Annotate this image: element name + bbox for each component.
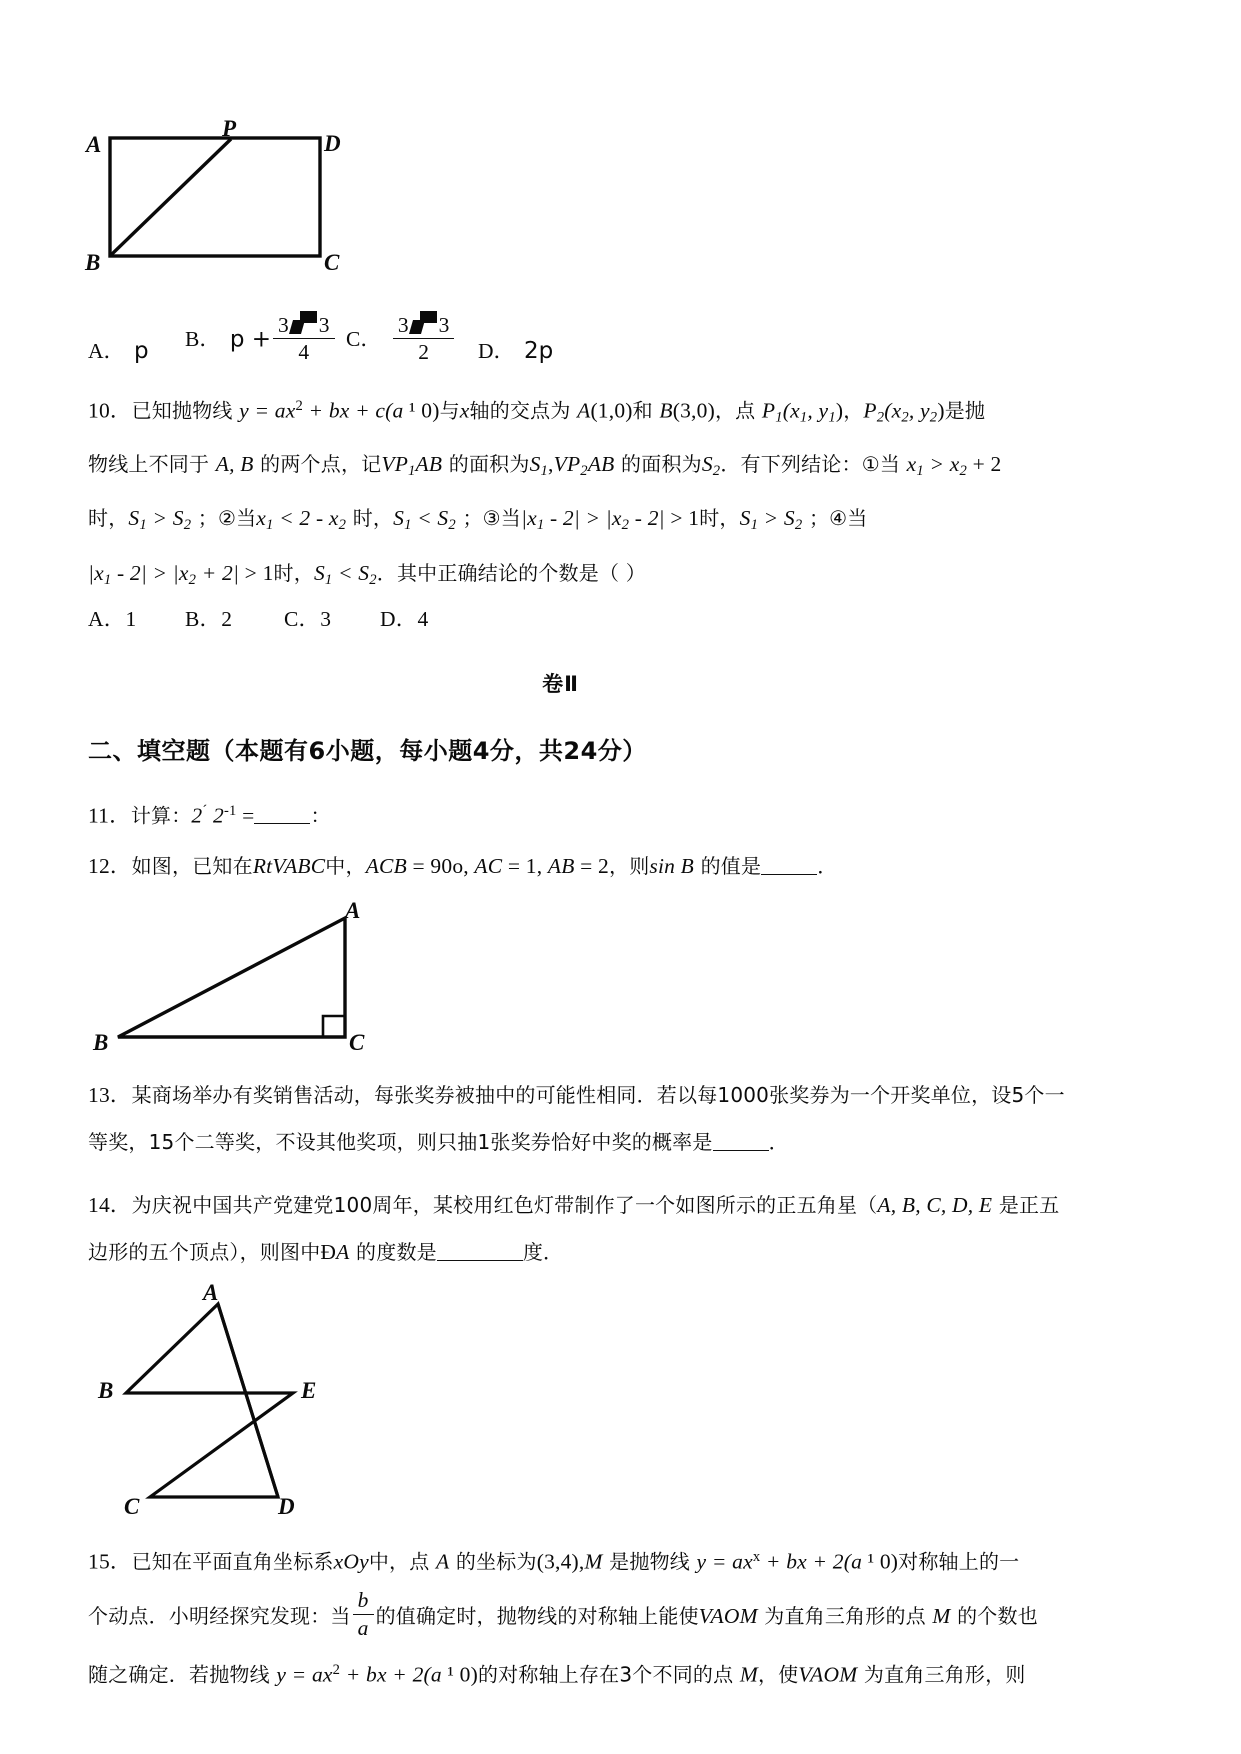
q15-l3-m5: M <box>739 1662 758 1687</box>
q14-l2-m2: A <box>336 1239 350 1264</box>
q10-l2-m9sub: 2 <box>959 463 967 480</box>
q9-b-rad: 3 <box>318 312 330 337</box>
rectangle-svg <box>88 126 388 276</box>
q15-l3-t2: 的对称轴上存在3个不同的点 <box>477 1662 740 1687</box>
q12-answer-blank[interactable] <box>761 852 817 875</box>
q10-l3-t1: 时， <box>88 506 129 531</box>
q10-l1-m7: (1,0) <box>590 398 633 423</box>
q10-l1-m16: , y <box>908 398 930 423</box>
star-label-A: A <box>203 1279 219 1305</box>
q12-m8: = 1 <box>502 853 537 878</box>
q9-option-c-label: C． <box>346 326 382 351</box>
q10-l3-m6sub: 2 <box>448 517 456 534</box>
q15-l3-m4: 0) <box>454 1662 478 1687</box>
q12-t4: , <box>536 853 548 878</box>
q10-l1-t2: 与 <box>439 398 460 423</box>
q15-l3-m6: VAOM <box>798 1662 858 1687</box>
q15-l2-t1: 个动点．小明经探究发现：当 <box>88 1604 351 1629</box>
star-label-E: E <box>301 1377 317 1403</box>
q15-l2-t4: 的个数也 <box>950 1604 1038 1629</box>
q10-option-a-value: 1 <box>125 606 137 631</box>
q12-m5: = 90 <box>406 853 453 878</box>
rect-label-P: P <box>222 116 237 141</box>
q10-l1-m3: ¹ <box>409 398 416 423</box>
radical-icon <box>289 311 319 336</box>
q15-l3-t4: 为直角三角形，则 <box>857 1662 1026 1687</box>
tri-label-C: C <box>349 1029 365 1055</box>
q15-l2-t3: 为直角三角形的点 <box>757 1604 933 1629</box>
q10-l3-m12sub: 1 <box>750 517 759 534</box>
q12-t3: , <box>463 853 475 878</box>
q10-option-d-label: D． <box>380 606 418 631</box>
radical-icon <box>409 311 439 336</box>
q9-b-num: 3 <box>278 312 289 337</box>
q10-l2-t5: 的面积为 <box>614 452 702 477</box>
q15-l1-t3: 的坐标为 <box>449 1549 537 1574</box>
star-label-B: B <box>98 1377 114 1403</box>
q10-l1-m5: x <box>459 398 470 423</box>
q10-l1-m13: ) <box>835 398 844 423</box>
q10-l1-m16sub: 2 <box>929 409 938 426</box>
q10-l2-m4sub: 1 <box>540 463 549 480</box>
q9-option-b-value: p + <box>229 325 272 352</box>
tri-label-A: A <box>345 897 361 923</box>
q15-l1-m3: (3,4) <box>536 1549 579 1574</box>
q10-line-4 <box>88 550 1153 604</box>
q15-l1-m6: + bx + 2(a <box>760 1549 868 1574</box>
q10-l1-m8: B <box>659 398 673 423</box>
juan-2-header: 卷Ⅱ <box>542 671 579 696</box>
q11-number: 11． <box>88 802 131 827</box>
q10-l3-m1sub: 1 <box>139 517 147 534</box>
q10-option-d-value: 4 <box>417 606 429 631</box>
q10-l3-m5: S <box>393 506 405 531</box>
q9-option-b-label: B． <box>185 326 221 351</box>
q9-option-a-label: A． <box>88 339 126 363</box>
q10-l3-m12: S <box>739 506 751 531</box>
q10-l3-m8: - 2| <box>544 506 580 531</box>
q15-l1-t5: 是抛物线 <box>602 1549 697 1574</box>
q9-option-a[interactable] <box>88 334 149 365</box>
q9-c-num: 3 <box>397 312 409 337</box>
q10-l3-t6: ；④当 <box>802 506 868 531</box>
q12-m11: sin B <box>649 853 695 878</box>
q15-fraction-b-over-a <box>353 1588 374 1640</box>
question-14 <box>88 1182 1153 1276</box>
q11-m2sup: -1 <box>223 802 237 819</box>
q10-l4-m7sub: 2 <box>369 571 377 588</box>
q12-t5: ，则 <box>609 853 650 878</box>
q12-m3: ABC <box>284 853 326 878</box>
q15-l2-t2: 的值确定时，抛物线的对称轴上能使 <box>375 1604 699 1629</box>
q10-l2-m2: VP <box>381 452 409 477</box>
q14-l2-a: 边形的五个顶点），则图中 <box>88 1239 321 1264</box>
q12-number: 12． <box>88 853 132 878</box>
q10-l3-m7sub: 1 <box>536 517 545 534</box>
q10-l1-t5: ，点 <box>714 398 762 423</box>
figure-rectangle-abcd <box>85 116 1153 311</box>
q10-option-b[interactable] <box>185 598 232 640</box>
q10-option-b-label: B． <box>185 606 222 631</box>
q15-frac-den: a <box>357 1616 369 1641</box>
q10-l2-m5: VP <box>553 452 581 477</box>
q13-l1-text: 某商场举办有奖销售活动，每张奖券被抽中的可能性相同．若以每1000张奖券为一个开奖单位，设5个一 <box>131 1082 1065 1107</box>
q10-l3-m9sub: 2 <box>621 517 630 534</box>
q13-line-2 <box>88 1119 1153 1166</box>
q10-l3-m9: > |x <box>579 506 622 531</box>
q10-option-a[interactable] <box>88 598 136 640</box>
question-12 <box>88 843 1153 890</box>
q10-l1-m14sub: 2 <box>876 409 885 426</box>
q10-l1-m12sub: 1 <box>828 409 836 426</box>
q10-l3-m13sub: 2 <box>794 517 803 534</box>
q12-m2: V <box>272 853 285 878</box>
q15-l1-m8: 0) <box>874 1549 899 1574</box>
figure-right-triangle-abc <box>93 897 1153 1064</box>
q15-line-3 <box>88 1647 1153 1698</box>
q11-m2: 2 <box>207 802 224 827</box>
rect-label-A: A <box>86 132 102 157</box>
rect-label-D: D <box>324 131 341 156</box>
q14-l2-c: 度． <box>522 1239 564 1264</box>
q11-answer-blank[interactable] <box>254 801 310 824</box>
q15-l1-t1: 已知在平面直角坐标系 <box>131 1549 334 1574</box>
q10-l2-m2sub: 1 <box>408 463 416 480</box>
q14-answer-blank[interactable] <box>437 1238 523 1261</box>
q15-l1-m2: A <box>436 1549 450 1574</box>
q10-l2-m1: A, B <box>215 452 254 477</box>
q12-t7: ． <box>817 853 838 878</box>
q15-l3-t1: 随之确定．若抛物线 <box>88 1662 277 1687</box>
q15-l1-t4: , <box>578 1549 585 1574</box>
q14-l2-b: 的度数是 <box>349 1239 437 1264</box>
q10-l2-m3: AB <box>415 452 443 477</box>
question-15 <box>88 1534 1153 1699</box>
q10-l3-m7: |x <box>521 506 537 531</box>
q12-m6: o <box>452 853 464 878</box>
q10-option-c[interactable] <box>284 598 331 640</box>
q10-l1-m9: (3,0) <box>672 398 715 423</box>
q10-l1-t4: 和 <box>632 398 660 423</box>
page-content <box>85 0 1153 1699</box>
q12-m10: = 2 <box>574 853 609 878</box>
q14-line-1 <box>88 1182 1153 1229</box>
q10-l3-m13: > S <box>758 506 795 531</box>
q10-l2-t3: 的面积为 <box>442 452 530 477</box>
rect-label-C: C <box>324 250 340 275</box>
q15-l1-t6: 对称轴上的一 <box>898 1549 1020 1574</box>
q10-option-d[interactable] <box>380 598 428 640</box>
q10-l2-m4: S <box>529 452 541 477</box>
q10-l3-m6: < S <box>411 506 449 531</box>
q10-l2-m9: > x <box>923 452 960 477</box>
q10-l3-m5sub: 1 <box>404 517 412 534</box>
q9-option-c-fraction <box>393 311 455 365</box>
question-11 <box>88 788 1153 839</box>
q10-options-row <box>88 604 1153 646</box>
q13-answer-blank[interactable] <box>713 1128 769 1151</box>
q9-options-row <box>88 311 1153 369</box>
q11-t1: 计算： <box>130 802 192 827</box>
q10-l3-t5: 时， <box>699 506 740 531</box>
q10-option-a-label: A． <box>88 606 126 631</box>
q9-b-den: 4 <box>298 340 310 365</box>
q10-l3-m2sub: 2 <box>183 517 192 534</box>
section-2-header: 二、填空题（本题有6小题，每小题4分，共24分） <box>88 736 647 765</box>
q10-l3-t3: 时， <box>346 506 394 531</box>
star-label-D: D <box>278 1493 295 1519</box>
q12-m1: Rt <box>252 853 273 878</box>
q15-l1-t2: 中，点 <box>368 1549 436 1574</box>
q10-l1-m11sub: 1 <box>799 409 808 426</box>
q9-c-rad: 3 <box>438 312 450 337</box>
q10-l4-m1sub: 1 <box>103 571 112 588</box>
q10-l3-m11: > 1 <box>664 506 700 531</box>
q10-l4-t2: ．其中正确结论的个数是（ ） <box>376 560 646 585</box>
q15-line-2 <box>88 1585 1153 1647</box>
star-svg <box>98 1290 398 1520</box>
q13-l2-end: ． <box>768 1129 789 1154</box>
q15-l3-m1: y = ax <box>276 1662 333 1687</box>
q13-line-1 <box>88 1072 1153 1119</box>
q10-l2-t4: , <box>548 452 554 477</box>
question-10 <box>88 383 1153 646</box>
q10-l1-m11: (x <box>782 398 800 423</box>
q10-l3-m4: < 2 - x <box>273 506 339 531</box>
q10-l3-m3: x <box>256 506 267 531</box>
q10-l1-t6: ， <box>843 398 864 423</box>
q12-t1: 如图，已知在 <box>131 853 253 878</box>
q15-l1-m5: y = ax <box>696 1549 753 1574</box>
q10-l2-m10: + 2 <box>967 452 1002 477</box>
q10-l3-m2: > S <box>146 506 184 531</box>
q10-option-c-label: C． <box>284 606 321 631</box>
q9-option-a-value: p <box>134 338 149 364</box>
q10-l3-t2: ；②当 <box>191 506 257 531</box>
q10-l1-m6: A <box>577 398 591 423</box>
q14-l1-m: A, B, C, D, E <box>877 1192 993 1217</box>
q13-number: 13． <box>88 1082 132 1107</box>
q10-l2-t1: 物线上不同于 <box>88 452 216 477</box>
q10-line-1 <box>88 383 1153 441</box>
question-13 <box>88 1072 1153 1166</box>
q9-option-d-label: D． <box>478 339 516 363</box>
figure-five-pointed-star <box>98 1279 1153 1530</box>
q10-line-3 <box>88 495 1153 549</box>
q10-l1-m10: P <box>761 398 776 423</box>
q10-l4-t1: 时， <box>273 560 314 585</box>
q9-option-b[interactable] <box>185 311 337 365</box>
q15-l3-m1sup: 2 <box>332 1662 341 1679</box>
q10-option-c-value: 3 <box>320 606 332 631</box>
q15-l2-m1: VAOM <box>698 1604 758 1629</box>
q10-l1-m1: y = ax <box>239 398 296 423</box>
q10-l4-m5: > 1 <box>239 560 274 585</box>
q15-l1-m4: M <box>584 1549 603 1574</box>
q10-l2-m7sub: 2 <box>712 463 721 480</box>
q9-option-d[interactable] <box>478 334 553 365</box>
q11-m3: = <box>236 802 255 827</box>
q10-l2-t2: 的两个点，记 <box>253 452 382 477</box>
q10-l4-m3sub: 2 <box>188 571 197 588</box>
rect-label-B: B <box>85 250 101 275</box>
q10-number: 10． <box>88 398 132 423</box>
q10-l4-m1: |x <box>88 560 104 585</box>
q15-l3-m3: ¹ <box>447 1662 455 1687</box>
q10-l2-m5sub: 2 <box>580 463 588 480</box>
q10-l2-m7: S <box>701 452 713 477</box>
q10-l3-t4: ；③当 <box>455 506 521 531</box>
q12-t2: 中， <box>325 853 366 878</box>
q14-l1-a: 为庆祝中国共产党建党100周年，某校用红色灯带制作了一个如图所示的正五角星（ <box>131 1192 878 1217</box>
star-label-C: C <box>124 1493 140 1519</box>
q9-option-b-fraction <box>273 311 335 365</box>
q10-l1-m12: , y <box>807 398 829 423</box>
q10-line-2 <box>88 441 1153 495</box>
q15-l3-t3: ，使 <box>757 1662 799 1687</box>
q10-option-b-value: 2 <box>221 606 233 631</box>
q15-l1-m5sup: x <box>752 1548 761 1565</box>
q10-l3-m1: S <box>128 506 140 531</box>
q14-line-2 <box>88 1229 1153 1276</box>
tri-label-B: B <box>93 1029 109 1055</box>
q10-l4-m4: + 2| <box>196 560 240 585</box>
q15-line-1 <box>88 1534 1153 1585</box>
q10-l1-t7: 是抛 <box>944 398 986 423</box>
q13-l2-text: 等奖，15个二等奖，不设其他奖项，则只抽1张奖券恰好中奖的概率是 <box>88 1129 713 1154</box>
q10-l1-m1sup: 2 <box>295 398 303 414</box>
q15-l3-m2: + bx + 2(a <box>340 1662 448 1687</box>
q10-l4-m2: - 2| <box>111 560 147 585</box>
q10-l3-m4sub: 2 <box>338 517 347 534</box>
q15-frac-num: b <box>353 1588 374 1615</box>
q10-l1-m2: + bx + c(a <box>302 398 410 423</box>
q12-m4: ACB <box>365 853 407 878</box>
q11-t2: ： <box>310 802 331 827</box>
q10-l1-m10sub: 1 <box>775 409 783 426</box>
q14-l1-b: 是正五 <box>992 1192 1060 1217</box>
q10-l4-m7: < S <box>332 560 370 585</box>
q10-l1-m4: 0) <box>415 398 440 423</box>
q10-l1-m14: P <box>863 398 877 423</box>
q9-option-d-value: 2p <box>524 338 554 364</box>
q15-l2-m2: M <box>932 1604 951 1629</box>
q15-number: 15． <box>88 1549 132 1574</box>
q10-l1-m17: ) <box>937 398 945 423</box>
q10-l1-t1: 已知抛物线 <box>131 398 240 423</box>
q10-l4-m6: S <box>313 560 325 585</box>
q10-l4-m6sub: 1 <box>324 571 333 588</box>
q10-l1-m15: (x <box>884 398 902 423</box>
q12-m9: AB <box>547 853 575 878</box>
q9-c-den: 2 <box>418 340 429 365</box>
q15-l1-m7: ¹ <box>867 1549 875 1574</box>
q10-l2-m6: AB <box>587 452 615 477</box>
q10-l2-t6: ．有下列结论：①当 <box>720 452 907 477</box>
q12-m7: AC <box>474 853 503 878</box>
angle-icon: Ð <box>320 1239 337 1264</box>
q11-m1sup: ´ <box>202 802 208 819</box>
q11-m1: 2 <box>191 802 203 827</box>
q10-l4-m3: > |x <box>146 560 189 585</box>
q10-l1-m15sub: 2 <box>901 409 909 426</box>
q10-l1-t3: 轴的交点为 <box>469 398 578 423</box>
q10-l3-m3sub: 1 <box>266 517 274 534</box>
q14-number: 14． <box>88 1192 132 1217</box>
q15-l1-m1: xOy <box>333 1549 369 1574</box>
q10-l3-m10: - 2| <box>629 506 665 531</box>
q12-t6: 的值是 <box>694 853 762 878</box>
q9-option-c[interactable] <box>346 311 456 365</box>
q10-l2-m8sub: 1 <box>916 463 924 480</box>
q10-l2-m8: x <box>906 452 917 477</box>
